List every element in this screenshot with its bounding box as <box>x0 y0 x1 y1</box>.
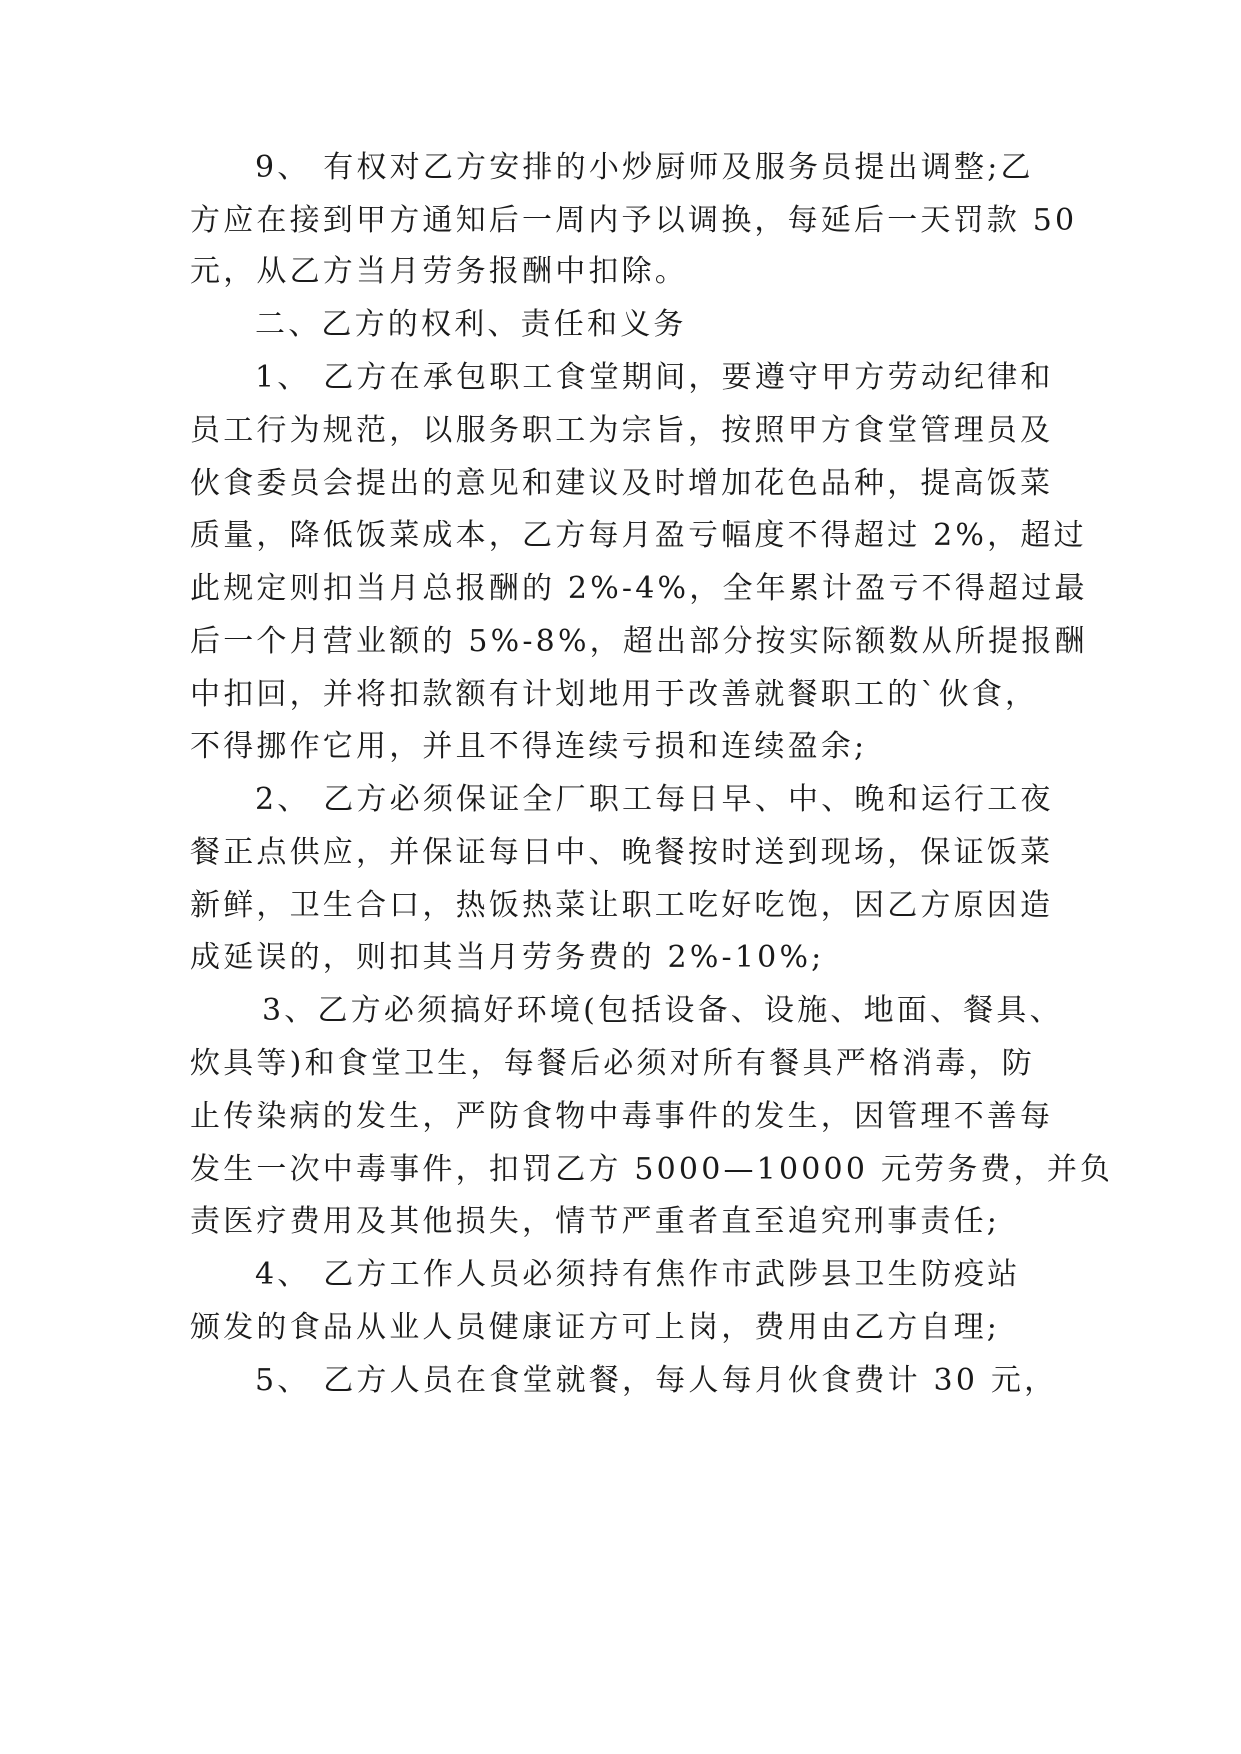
text-line: 后一个月营业额的 5%-8%，超出部分按实际额数从所提报酬 <box>190 624 1088 659</box>
text-line: 不得挪作它用，并且不得连续亏损和连续盈余; <box>190 729 868 764</box>
text-line: 4、 乙方工作人员必须持有焦作市武陟县卫生防疫站 <box>255 1257 1021 1292</box>
text-line: 中扣回，并将扣款额有计划地用于改善就餐职工的`伙食， <box>190 677 1039 712</box>
text-line: 餐正点供应，并保证每日中、晚餐按时送到现场，保证饭菜 <box>190 835 1054 870</box>
text-line: 成延误的，则扣其当月劳务费的 2%-10%; <box>190 940 825 975</box>
text-line: 3、乙方必须搞好环境(包括设备、设施、地面、餐具、 <box>262 993 1063 1028</box>
text-line: 炊具等)和食堂卫生，每餐后必须对所有餐具严格消毒，防 <box>190 1046 1035 1081</box>
text-line: 5、 乙方人员在食堂就餐，每人每月伙食费计 30 元， <box>255 1363 1058 1398</box>
text-line: 责医疗费用及其他损失，情节严重者直至追究刑事责任; <box>190 1204 1001 1239</box>
text-line: 2、 乙方必须保证全厂职工每日早、中、晚和运行工夜 <box>255 782 1054 817</box>
text-line: 方应在接到甲方通知后一周内予以调换，每延后一天罚款 50 <box>190 203 1078 238</box>
text-line: 发生一次中毒事件，扣罚乙方 5000—10000 元劳务费，并负 <box>190 1152 1114 1187</box>
text-line: 颁发的食品从业人员健康证方可上岗，费用由乙方自理; <box>190 1310 1001 1345</box>
text-line: 质量，降低饭菜成本，乙方每月盈亏幅度不得超过 2%，超过 <box>190 518 1087 553</box>
section-heading: 二、乙方的权利、责任和义务 <box>255 307 687 342</box>
text-line: 元，从乙方当月劳务报酬中扣除。 <box>190 254 688 289</box>
text-line: 1、 乙方在承包职工食堂期间，要遵守甲方劳动纪律和 <box>255 360 1054 395</box>
text-line: 止传染病的发生，严防食物中毒事件的发生，因管理不善每 <box>190 1099 1054 1134</box>
text-line: 9、 有权对乙方安排的小炒厨师及服务员提出调整;乙 <box>255 150 1034 185</box>
text-line: 员工行为规范，以服务职工为宗旨，按照甲方食堂管理员及 <box>190 413 1054 448</box>
text-line: 新鲜，卫生合口，热饭热菜让职工吃好吃饱，因乙方原因造 <box>190 888 1054 923</box>
text-line: 伙食委员会提出的意见和建议及时增加花色品种，提高饭菜 <box>190 466 1054 501</box>
text-line: 此规定则扣当月总报酬的 2%-4%，全年累计盈亏不得超过最 <box>190 571 1088 606</box>
